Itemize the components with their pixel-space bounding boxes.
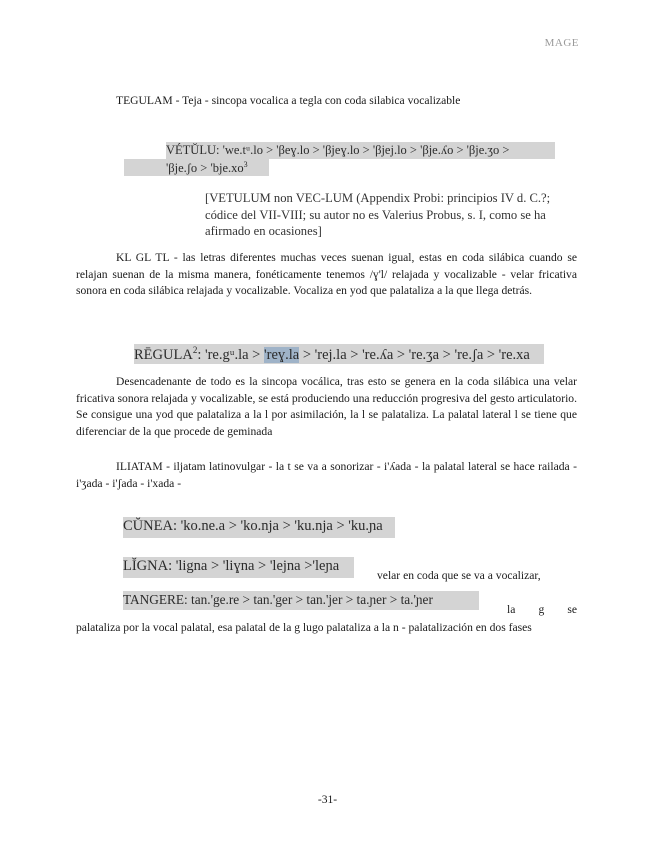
word-la: la [507, 603, 516, 616]
palataliza-paragraph: palataliza por la vocal palatal, esa palatal de la g lugo palataliza a la n - palatalización en dos fases [76, 621, 532, 634]
page-number: -31- [317, 793, 338, 806]
vetulu-footnote-mark: 3 [243, 160, 248, 169]
tangere-line: TANGERE: tan.'ge.re > tan.'ger > tan.'jer > ta.ɲer > ta.'ɲer [123, 592, 433, 607]
regula-highlight: 'reɣ.la [264, 346, 300, 363]
regula-line: RĒGULA$^2$: 're.gᵘ.la > 'reɣ.la > 'rej.la > 're.ʎa > 're.ʒa > 're.ʃa > 're.xa [134, 345, 530, 363]
word-se: se [567, 603, 577, 616]
probi-note: [VETULUM non VEC-LUM (Appendix Probi: principios IV d. C.?; códice del VII-VIII; su autor no es Valerius Probus, s. I, como se ha afirmado en ocasiones] [205, 191, 551, 238]
tegulam-line: TEGULAM - Teja - sincopa vocalica a tegla con coda silabica vocalizable [116, 94, 461, 107]
klgltl-paragraph: KL GL TL - las letras diferentes muchas veces suenan igual, estas en coda silábica cuando se relajan suenan de la misma manera, fonéticamente tenemos /ɣ'l/ relajada y vocalizable - velar fricativa sonora en coda silábica relajada y vocalizable. Vocaliza en yod que palataliza a la que llega detrás. [76, 251, 577, 298]
desencadenante-paragraph: Desencadenante de todo es la sincopa vocálica, tras esto se genera en la coda silábica una velar fricativa sonora relajada y vocalizable, se está produciendo una reducción progresiva del gesto articulatorio. Se consigue una yod que palataliza a la l por asimilación, la l se palataliza. La palatal lateral l se tiene que diferenciar de la que procede de geminada [76, 375, 577, 439]
vetulu-line-1: VÉTŬLU: 'we.tᵘ.lo > 'βeɣ.lo > 'βjeɣ.lo > 'βjej.lo > 'βje.ʎo > 'βje.ʒo > [166, 143, 510, 157]
vetulu-line-2: 'βje.ʃo > '$bje.xo^3$ [166, 160, 248, 176]
word-g: g [538, 603, 545, 616]
iliatam-paragraph: ILIATAM - iljatam latinovulgar - la t se va a sonorizar - i'ʎada - la palatal lateral se hace railada - i'ʒada - i'ʃada - i'xada - [76, 460, 577, 490]
la-g-se-line [507, 603, 577, 616]
running-header: MAGE [544, 37, 579, 49]
regula-footnote-mark: 2 [192, 345, 198, 355]
velar-note: velar en coda que se va a vocalizar, [377, 569, 541, 582]
ligna-line: LĬGNA: 'ligna > 'liɣna > 'lejna >'leɲa [123, 558, 340, 574]
cunea-line: CŬNEA: 'ko.ne.a > 'ko.nja > 'ku.nja > 'ku.ɲa [123, 518, 383, 534]
